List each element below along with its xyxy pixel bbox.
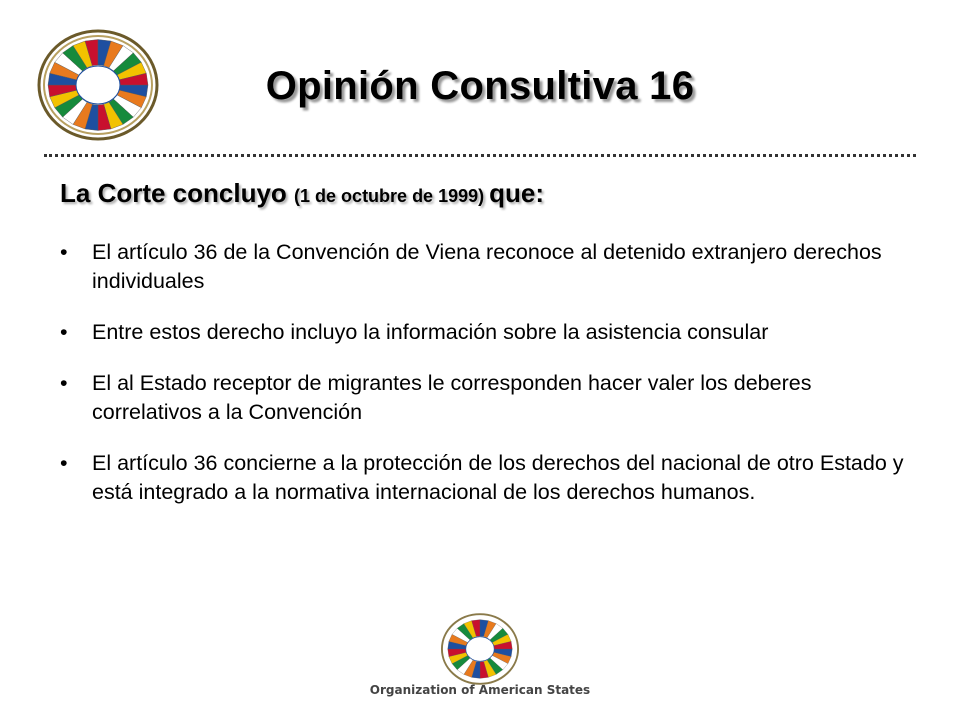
- bullet-item: [60, 238, 920, 296]
- bullet-text: El artículo 36 de la Convención de Viena reconoce al detenido extranjero derechos individuales: [92, 240, 882, 293]
- subheading-end: que:: [489, 178, 545, 208]
- slide-title: Opinión Consultiva 16: [265, 64, 695, 108]
- bullet-icon: •: [60, 240, 68, 264]
- bullet-text: El artículo 36 concierne a la protección de los derechos del nacional de otro Estado y está integrado a la normativa internacional de los derechos humanos.: [92, 451, 904, 504]
- oas-emblem-small-icon: [440, 612, 520, 686]
- bullet-list: [60, 238, 920, 529]
- bullet-icon: •: [60, 371, 68, 395]
- bullet-icon: •: [60, 451, 68, 475]
- bullet-item: [60, 369, 920, 427]
- subheading-text: La Corte concluyo: [60, 178, 295, 208]
- bullet-text: El al Estado receptor de migrantes le corresponden hacer valer los deberes correlativos a la Convención: [92, 371, 812, 424]
- bullet-item: [60, 449, 920, 507]
- dotted-divider: [44, 154, 916, 157]
- bullet-text: Entre estos derecho incluyo la información sobre la asistencia consular: [92, 320, 769, 344]
- bullet-item: [60, 318, 920, 347]
- subheading-date: (1 de octubre de 1999): [294, 186, 490, 206]
- bullet-icon: •: [60, 320, 68, 344]
- footer-organization: Organization of American States: [369, 683, 591, 697]
- slide-subheading: [60, 178, 544, 209]
